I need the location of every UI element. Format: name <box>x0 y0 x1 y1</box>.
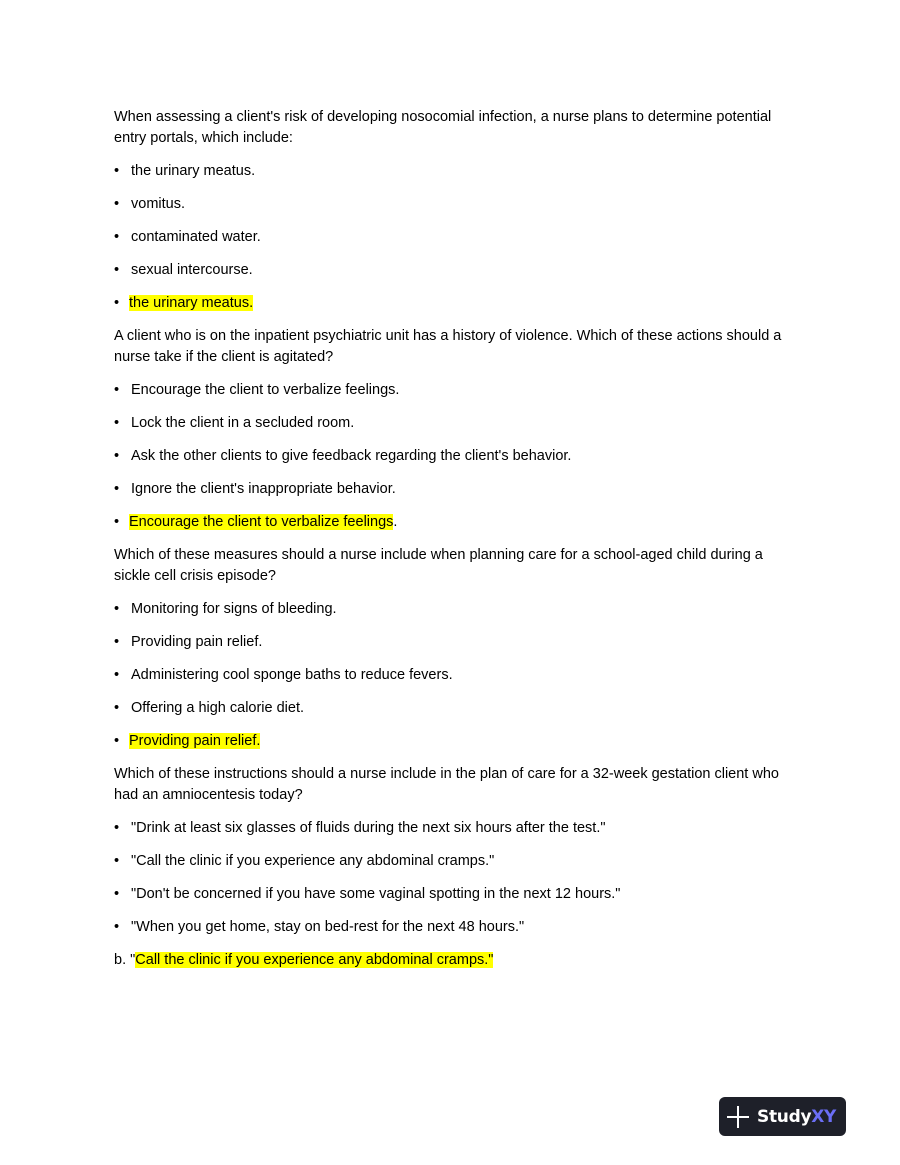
question-2-answer: • Encourage the client to verbalize feelings. <box>114 512 794 533</box>
logo-wordmark: StudyXY <box>757 1106 837 1127</box>
option: • "Don't be concerned if you have some vaginal spotting in the next 12 hours." <box>114 884 794 905</box>
option: • vomitus. <box>114 194 794 215</box>
bullet: • <box>114 481 120 497</box>
question-3-options <box>114 599 794 719</box>
option: • Administering cool sponge baths to reduce fevers. <box>114 665 794 686</box>
document-body <box>114 107 794 983</box>
option: • Ignore the client's inappropriate behavior. <box>114 479 794 500</box>
plus-icon <box>727 1106 749 1128</box>
bullet: • <box>114 415 120 431</box>
bullet: • <box>114 820 120 836</box>
studyxy-logo <box>719 1097 846 1136</box>
highlighted-answer: the urinary meatus. <box>129 295 254 311</box>
option: • "Drink at least six glasses of fluids during the next six hours after the test." <box>114 818 794 839</box>
bullet: • <box>114 700 120 716</box>
option: • Lock the client in a secluded room. <box>114 413 794 434</box>
highlighted-answer: Call the clinic if you experience any abdominal cramps." <box>135 952 494 968</box>
question-4-answer: b. "Call the clinic if you experience any abdominal cramps." <box>114 952 494 968</box>
question-1-options <box>114 161 794 281</box>
bullet: • <box>114 601 120 617</box>
bullet: • <box>114 667 120 683</box>
option: • Offering a high calorie diet. <box>114 698 794 719</box>
option: • Providing pain relief. <box>114 632 794 653</box>
question-3-answer <box>114 731 794 752</box>
question-2: A client who is on the inpatient psychiatric unit has a history of violence. Which of these actions should a nurse take if the client is agitated? <box>114 328 782 365</box>
option: • the urinary meatus. <box>114 161 794 182</box>
option: • "Call the clinic if you experience any abdominal cramps." <box>114 851 794 872</box>
question-1: When assessing a client's risk of developing nosocomial infection, a nurse plans to determine potential entry portals, which include: <box>114 109 772 146</box>
bullet: • <box>114 262 120 278</box>
bullet: • <box>114 733 120 749</box>
bullet: • <box>114 448 120 464</box>
bullet: • <box>114 229 120 245</box>
bullet: • <box>114 196 120 212</box>
bullet: • <box>114 514 120 530</box>
option: • Encourage the client to verbalize feelings. <box>114 380 794 401</box>
highlighted-answer: Encourage the client to verbalize feelings <box>129 514 394 530</box>
option: • Ask the other clients to give feedback regarding the client's behavior. <box>114 446 794 467</box>
bullet: • <box>114 163 120 179</box>
question-1-answer <box>114 293 794 314</box>
bullet: • <box>114 853 120 869</box>
option: • "When you get home, stay on bed-rest for the next 48 hours." <box>114 917 794 938</box>
bullet: • <box>114 919 120 935</box>
highlighted-answer: Providing pain relief. <box>129 733 261 749</box>
question-4-options <box>114 818 794 938</box>
question-3: Which of these measures should a nurse include when planning care for a school-aged child during a sickle cell crisis episode? <box>114 547 763 584</box>
option: • Monitoring for signs of bleeding. <box>114 599 794 620</box>
bullet: • <box>114 886 120 902</box>
option: • contaminated water. <box>114 227 794 248</box>
bullet: • <box>114 295 120 311</box>
option: • sexual intercourse. <box>114 260 794 281</box>
question-4: Which of these instructions should a nurse include in the plan of care for a 32-week gestation client who had an amniocentesis today? <box>114 766 779 803</box>
bullet: • <box>114 634 120 650</box>
bullet: • <box>114 382 120 398</box>
question-2-options <box>114 380 794 500</box>
